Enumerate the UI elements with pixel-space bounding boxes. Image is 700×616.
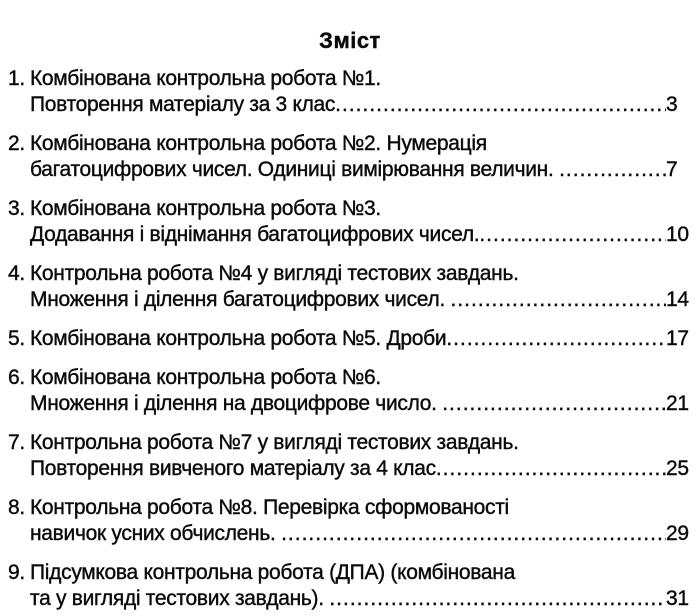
item-number: 1. [8,67,25,90]
item-line: Комбінована контрольна робота №6. [30,366,381,389]
item-line: багатоцифрових чисел. Одиниці вимірювання величин. [30,158,560,181]
item-content [30,495,692,547]
item-line: Повторення вивченого матеріалу за 4 клас [30,457,436,480]
toc-item-5 [8,326,692,352]
item-number: 3. [8,197,25,220]
item-line: Комбінована контрольна робота №5. Дроби [30,327,447,350]
dot-leader [442,391,666,417]
item-leader-line [30,586,692,612]
item-line: Комбінована контрольна робота №1. [30,67,381,90]
item-content [30,560,692,612]
item-number: 8. [8,496,25,519]
item-number: 9. [8,561,25,584]
item-leader-line [30,157,692,183]
item-line: Підсумкова контрольна робота (ДПА) (комбінована [30,561,515,584]
item-number: 4. [8,262,25,285]
page-number: 31 [666,587,689,610]
item-leader-line [30,521,692,547]
toc-item-6 [8,365,692,417]
item-leader-line [30,92,692,118]
page-number: 17 [666,327,689,350]
item-number: 6. [8,366,25,389]
toc-item-8 [8,495,692,547]
page-number: 25 [666,457,689,480]
toc-item-4 [8,261,692,313]
toc-item-2 [8,131,692,183]
item-leader-line [30,456,692,482]
dot-leader [479,222,666,248]
toc-item-1 [8,66,692,118]
toc-item-7 [8,430,692,482]
item-line: Комбінована контрольна робота №3. [30,197,381,220]
dot-leader [436,456,666,482]
item-number: 2. [8,132,25,155]
item-leader-line [30,391,692,417]
item-content [30,326,692,352]
page-number: 10 [666,223,689,246]
item-content [30,430,692,482]
item-line: Контрольна робота №4 у вигляді тестових завдань. [30,262,519,285]
toc-item-9 [8,560,692,612]
table-of-contents [8,66,692,612]
item-line: навичок усних обчислень. [30,522,282,545]
item-number: 5. [8,327,25,350]
page-number: 21 [666,392,689,415]
item-line: Додавання і віднімання багатоцифрових чисел. [30,223,480,246]
dot-leader [559,157,666,183]
item-line: Повторення матеріалу за 3 клас [30,93,336,116]
item-content [30,66,692,118]
page-title: Зміст [319,28,381,53]
item-line: Множення і ділення багатоцифрових чисел. [30,288,451,311]
page-number: 7 [666,158,678,181]
dot-leader [281,521,666,547]
page-number: 14 [666,288,689,311]
dot-leader [446,326,666,352]
item-content [30,196,692,248]
item-number: 7. [8,431,25,454]
page-number: 3 [666,93,678,116]
item-leader-line [30,287,692,313]
dot-leader [335,92,666,118]
item-line: Контрольна робота №8. Перевірка сформованості [30,496,509,519]
dot-leader [451,287,666,313]
dot-leader [329,586,666,612]
item-leader-line [30,326,692,352]
toc-item-3 [8,196,692,248]
item-content [30,131,692,183]
item-leader-line [30,222,692,248]
item-line: та у вигляді тестових завдань). [30,587,330,610]
item-line: Множення і ділення на двоцифрове число. [30,392,443,415]
item-line: Комбінована контрольна робота №2. Нумерація [30,132,487,155]
item-content [30,365,692,417]
page-number: 29 [666,522,689,545]
item-content [30,261,692,313]
item-line: Контрольна робота №7 у вигляді тестових завдань. [30,431,519,454]
